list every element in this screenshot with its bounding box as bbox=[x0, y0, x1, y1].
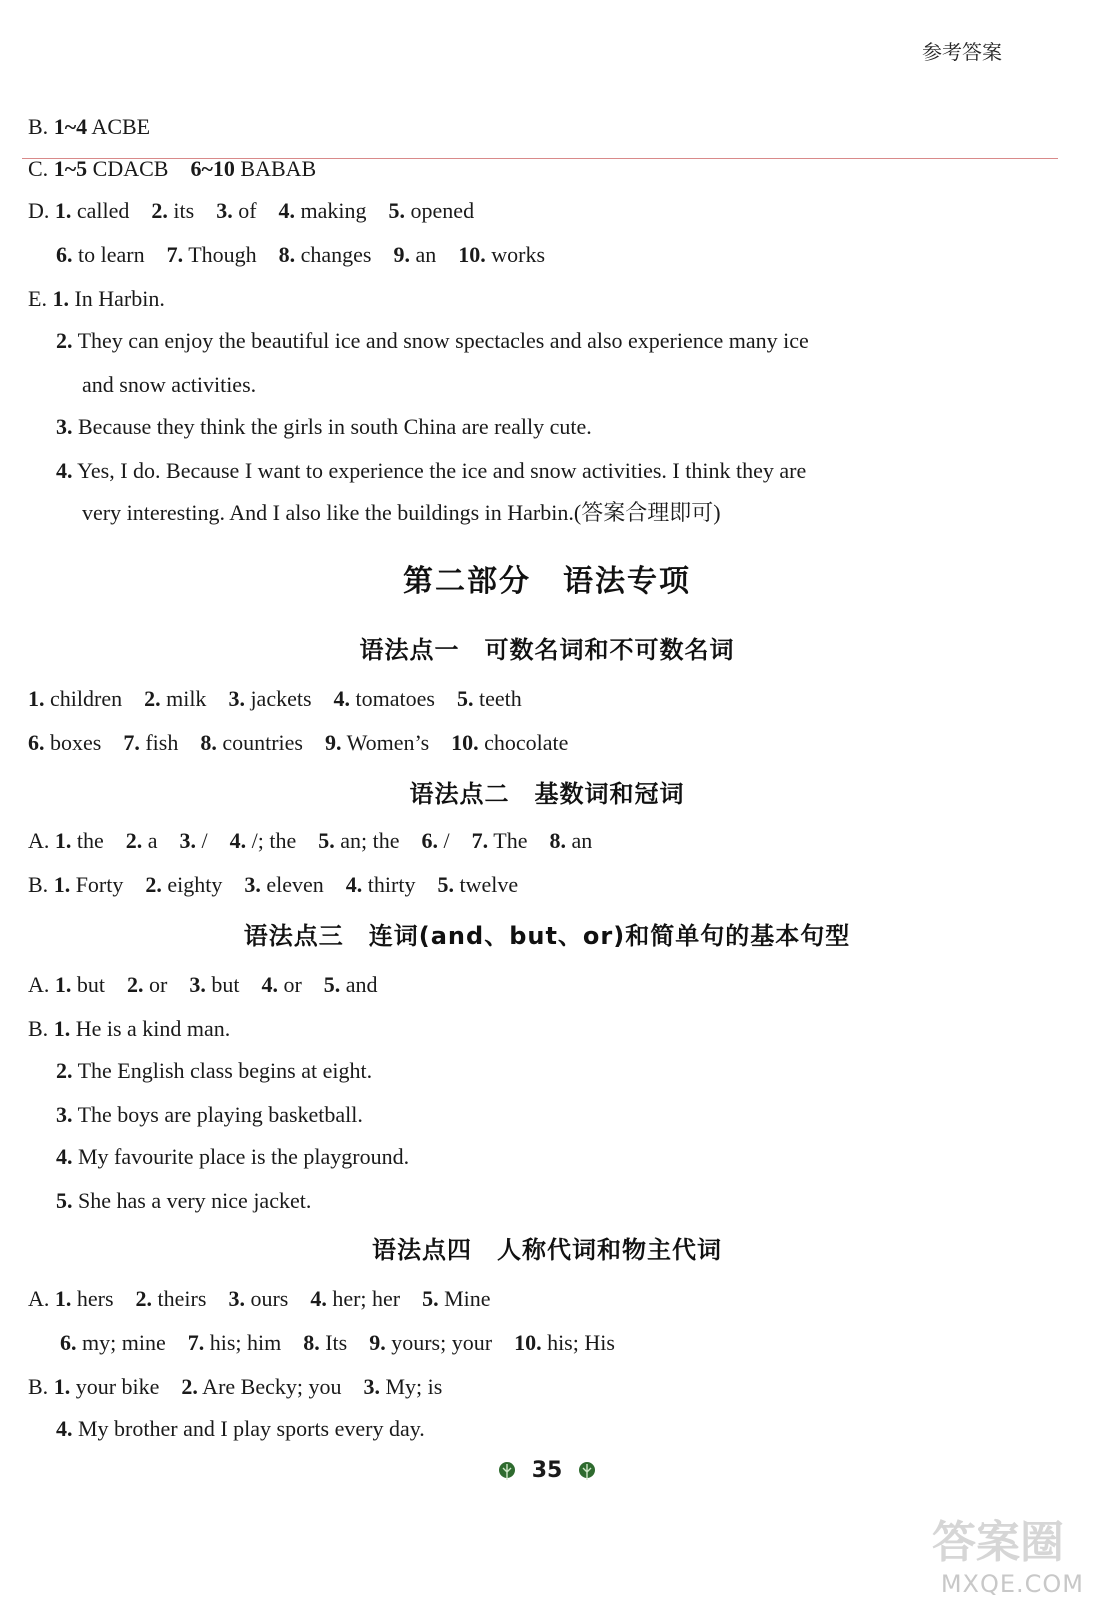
item-number: 5. bbox=[388, 198, 406, 223]
answer-text: his; His bbox=[541, 1330, 615, 1355]
answer-item bbox=[303, 1330, 347, 1355]
answer-text: eleven bbox=[260, 872, 324, 897]
answer-text: my; mine bbox=[76, 1330, 166, 1355]
item-number: 7. bbox=[123, 730, 140, 755]
part-letter: C. bbox=[28, 156, 54, 181]
item-number: 2. bbox=[125, 828, 143, 853]
item-number: 5. bbox=[318, 828, 335, 853]
answer-item bbox=[28, 730, 101, 755]
answer-line bbox=[28, 154, 338, 184]
answer-line bbox=[56, 1100, 385, 1130]
answer-item bbox=[458, 242, 545, 267]
item-number: 1. bbox=[54, 828, 72, 853]
answer-text: teeth bbox=[473, 686, 522, 711]
answer-item bbox=[28, 1286, 114, 1311]
leaf-icon bbox=[576, 1460, 598, 1482]
answer-text: / bbox=[438, 828, 450, 853]
item-number: 6. bbox=[60, 1330, 77, 1355]
answer-item bbox=[325, 730, 429, 755]
answer-line bbox=[28, 870, 540, 900]
answer-item bbox=[56, 1058, 372, 1083]
answer-text: She has a very nice jacket. bbox=[72, 1188, 312, 1213]
answer-item bbox=[549, 828, 592, 853]
item-number: 1. bbox=[53, 1374, 71, 1399]
part-letter: A. bbox=[28, 1286, 55, 1311]
part-letter: B. bbox=[28, 1374, 54, 1399]
answer-line bbox=[56, 456, 828, 486]
answer-item bbox=[514, 1330, 615, 1355]
answer-text: ACBE bbox=[87, 114, 151, 139]
page-number: 35 bbox=[531, 1458, 563, 1483]
answer-item bbox=[56, 458, 806, 483]
answer-item bbox=[228, 686, 311, 711]
answer-item bbox=[28, 114, 150, 139]
answer-line bbox=[28, 196, 496, 226]
answer-item bbox=[28, 686, 122, 711]
answer-item bbox=[188, 1330, 282, 1355]
answer-text: My; is bbox=[379, 1374, 443, 1399]
answer-line bbox=[56, 1186, 333, 1216]
answer-line bbox=[28, 728, 590, 758]
item-number: 3. bbox=[56, 414, 73, 439]
item-number: 4. bbox=[345, 872, 363, 897]
answer-item bbox=[28, 156, 168, 181]
item-number: 1. bbox=[53, 1016, 71, 1041]
answer-item bbox=[451, 730, 568, 755]
answer-item bbox=[82, 372, 256, 397]
answer-text: an; the bbox=[334, 828, 400, 853]
answer-item bbox=[167, 242, 257, 267]
answer-item bbox=[56, 1416, 425, 1441]
answer-item bbox=[228, 1286, 288, 1311]
answer-text: My favourite place is the playground. bbox=[72, 1144, 410, 1169]
item-number: 2. bbox=[56, 1058, 73, 1083]
answer-text: They can enjoy the beautiful ice and snow spectacles and also experience many ice bbox=[72, 328, 809, 353]
item-number: 8. bbox=[200, 730, 217, 755]
part-letter: A. bbox=[28, 972, 55, 997]
answer-item bbox=[216, 198, 256, 223]
item-number: 8. bbox=[303, 1330, 320, 1355]
item-number: 1. bbox=[53, 872, 71, 897]
item-number: 7. bbox=[166, 242, 184, 267]
answer-text: making bbox=[295, 198, 367, 223]
answer-item bbox=[279, 242, 372, 267]
item-number: 3. bbox=[228, 1286, 245, 1311]
item-number: 3. bbox=[189, 972, 206, 997]
item-number: 2. bbox=[181, 1374, 198, 1399]
item-number: 3. bbox=[56, 1102, 73, 1127]
item-number: 7. bbox=[471, 828, 489, 853]
answer-item bbox=[200, 730, 303, 755]
answer-item bbox=[437, 872, 518, 897]
answer-text: but bbox=[71, 972, 106, 997]
answer-line bbox=[28, 1284, 513, 1314]
answer-text: Yes, I do. Because I want to experience the ice and snow activities. I think they are bbox=[72, 458, 807, 483]
item-number: 1. bbox=[54, 1286, 72, 1311]
answer-text: its bbox=[167, 198, 195, 223]
item-number: 9. bbox=[369, 1330, 386, 1355]
answer-text: works bbox=[485, 242, 546, 267]
answer-text: Mine bbox=[438, 1286, 491, 1311]
answer-item bbox=[244, 872, 323, 897]
answer-line bbox=[82, 370, 278, 400]
item-number: 8. bbox=[549, 828, 566, 853]
item-number: 9. bbox=[324, 730, 342, 755]
answer-item bbox=[334, 686, 435, 711]
answer-item bbox=[422, 1286, 490, 1311]
part-letter: A. bbox=[28, 828, 55, 853]
item-number: 5. bbox=[456, 686, 474, 711]
answer-item bbox=[28, 972, 105, 997]
answer-item bbox=[189, 972, 239, 997]
item-number: 1. bbox=[54, 198, 72, 223]
answer-text: boxes bbox=[44, 730, 102, 755]
answer-text: Forty bbox=[70, 872, 124, 897]
answer-item bbox=[82, 500, 721, 525]
item-number: 5. bbox=[323, 972, 341, 997]
answer-text: Because they think the girls in south China are really cute. bbox=[72, 414, 592, 439]
answer-text: /; the bbox=[246, 828, 297, 853]
answer-text: Women’s bbox=[341, 730, 430, 755]
answer-text: twelve bbox=[453, 872, 519, 897]
item-number: 4. bbox=[229, 828, 247, 853]
answer-line bbox=[28, 826, 614, 856]
answer-item bbox=[28, 828, 104, 853]
item-number: 10. bbox=[458, 242, 486, 267]
answer-text: but bbox=[205, 972, 240, 997]
part-letter: B. bbox=[28, 1016, 54, 1041]
answer-item bbox=[457, 686, 522, 711]
answer-text: to learn bbox=[72, 242, 145, 267]
answer-line bbox=[56, 1414, 447, 1444]
answer-text: In Harbin. bbox=[68, 286, 165, 311]
answer-item bbox=[145, 872, 222, 897]
answer-text: a bbox=[142, 828, 158, 853]
section-title: 语法点一 可数名词和不可数名词 bbox=[359, 636, 735, 664]
item-number: 2. bbox=[145, 872, 162, 897]
answer-item bbox=[346, 872, 416, 897]
answer-text: BABAB bbox=[234, 156, 317, 181]
item-number: 3. bbox=[363, 1374, 380, 1399]
answer-line bbox=[28, 1014, 252, 1044]
answer-text: The boys are playing basketball. bbox=[72, 1102, 363, 1127]
item-number: 1~5 bbox=[53, 156, 88, 181]
item-number: 3. bbox=[216, 198, 233, 223]
item-number: 2. bbox=[135, 1286, 153, 1311]
answer-text: Though bbox=[183, 242, 257, 267]
answer-text: his; him bbox=[204, 1330, 282, 1355]
answer-item bbox=[56, 242, 145, 267]
answer-text: thirty bbox=[362, 872, 416, 897]
page-footer bbox=[0, 1458, 1094, 1483]
item-number: 3. bbox=[179, 828, 197, 853]
answer-item bbox=[123, 730, 178, 755]
answer-item bbox=[310, 1286, 400, 1311]
item-number: 2. bbox=[56, 328, 73, 353]
answer-text: My brother and I play sports every day. bbox=[72, 1416, 425, 1441]
answer-text: an bbox=[410, 242, 437, 267]
answer-item bbox=[422, 828, 450, 853]
answer-item bbox=[472, 828, 528, 853]
answer-text: of bbox=[232, 198, 257, 223]
answer-line bbox=[28, 684, 544, 714]
answer-item bbox=[279, 198, 367, 223]
answer-item bbox=[389, 198, 475, 223]
answer-text: The English class begins at eight. bbox=[72, 1058, 373, 1083]
item-number: 1. bbox=[28, 686, 45, 711]
answer-text: He is a kind man. bbox=[70, 1016, 231, 1041]
item-number: 4. bbox=[333, 686, 351, 711]
answer-line bbox=[56, 326, 831, 356]
answer-text: children bbox=[44, 686, 123, 711]
section-title: 语法点二 基数词和冠词 bbox=[409, 780, 685, 808]
answer-item bbox=[181, 1374, 341, 1399]
item-number: 2. bbox=[151, 198, 168, 223]
answer-text: CDACB bbox=[87, 156, 169, 181]
item-number: 8. bbox=[278, 242, 296, 267]
answer-text: called bbox=[71, 198, 130, 223]
answer-item bbox=[324, 972, 378, 997]
part-letter: E. bbox=[28, 286, 53, 311]
answer-text: Its bbox=[319, 1330, 348, 1355]
section-title: 语法点四 人称代词和物主代词 bbox=[372, 1236, 722, 1264]
answer-line bbox=[56, 412, 614, 442]
answer-item bbox=[28, 286, 165, 311]
answer-item bbox=[394, 242, 437, 267]
leaf-icon bbox=[496, 1460, 518, 1482]
answer-text: very interesting. And I also like the buildings in Harbin.(答案合理即可) bbox=[82, 500, 721, 525]
answer-text: or bbox=[277, 972, 302, 997]
answer-text: fish bbox=[139, 730, 179, 755]
answer-text: tomatoes bbox=[350, 686, 435, 711]
watermark-text: MXQE.COM bbox=[940, 1570, 1084, 1598]
answer-item bbox=[363, 1374, 442, 1399]
answer-text: jackets bbox=[244, 686, 312, 711]
answer-item bbox=[261, 972, 301, 997]
item-number: 10. bbox=[451, 730, 479, 755]
item-number: 7. bbox=[187, 1330, 205, 1355]
answer-item bbox=[369, 1330, 492, 1355]
answer-item bbox=[28, 198, 129, 223]
answer-item bbox=[28, 1016, 230, 1041]
answer-text: and bbox=[340, 972, 378, 997]
part-title: 第二部分 语法专项 bbox=[403, 564, 691, 599]
item-number: 1. bbox=[54, 972, 72, 997]
answer-item bbox=[28, 1374, 159, 1399]
item-number: 1~4 bbox=[53, 114, 88, 139]
item-number: 4. bbox=[56, 1416, 73, 1441]
answer-text: your bike bbox=[70, 1374, 160, 1399]
answer-line bbox=[56, 1056, 394, 1086]
item-number: 6. bbox=[28, 730, 45, 755]
item-number: 2. bbox=[144, 686, 161, 711]
item-number: 10. bbox=[514, 1330, 542, 1355]
running-header: 参考答案 bbox=[922, 40, 1002, 64]
answer-line bbox=[56, 1142, 431, 1172]
answer-line bbox=[28, 112, 172, 142]
answer-line bbox=[28, 970, 400, 1000]
answer-item bbox=[56, 1144, 409, 1169]
answer-line bbox=[56, 240, 567, 270]
item-number: 1. bbox=[52, 286, 69, 311]
answer-line bbox=[82, 498, 743, 528]
item-number: 2. bbox=[127, 972, 144, 997]
item-number: 4. bbox=[56, 1144, 73, 1169]
answer-text: her; her bbox=[326, 1286, 401, 1311]
answer-item bbox=[56, 328, 809, 353]
answer-item bbox=[144, 686, 206, 711]
item-number: 9. bbox=[393, 242, 410, 267]
answer-item bbox=[180, 828, 208, 853]
answer-item bbox=[318, 828, 399, 853]
answer-line bbox=[60, 1328, 637, 1358]
answer-item bbox=[56, 1102, 363, 1127]
answer-text: hers bbox=[71, 1286, 114, 1311]
answer-item bbox=[136, 1286, 207, 1311]
item-number: 3. bbox=[244, 872, 261, 897]
answer-text: The bbox=[488, 828, 528, 853]
answer-text: an bbox=[565, 828, 593, 853]
item-number: 6~10 bbox=[190, 156, 235, 181]
answer-item bbox=[126, 828, 158, 853]
answer-text: ours bbox=[244, 1286, 289, 1311]
answer-text: / bbox=[196, 828, 208, 853]
answer-line bbox=[28, 284, 187, 314]
item-number: 6. bbox=[56, 242, 73, 267]
part-letter: B. bbox=[28, 114, 54, 139]
item-number: 4. bbox=[56, 458, 73, 483]
item-number: 4. bbox=[278, 198, 296, 223]
answer-line bbox=[28, 1372, 464, 1402]
answer-text: and snow activities. bbox=[82, 372, 257, 397]
watermark-logo: 答案圈 bbox=[932, 1517, 1064, 1568]
part-letter: B. bbox=[28, 872, 54, 897]
answer-text: the bbox=[71, 828, 104, 853]
item-number: 5. bbox=[422, 1286, 439, 1311]
answer-text: countries bbox=[216, 730, 303, 755]
answer-item bbox=[190, 156, 316, 181]
item-number: 5. bbox=[56, 1188, 73, 1213]
answer-text: theirs bbox=[152, 1286, 207, 1311]
answer-item bbox=[151, 198, 194, 223]
answer-item bbox=[127, 972, 167, 997]
item-number: 4. bbox=[310, 1286, 327, 1311]
answer-item bbox=[56, 414, 592, 439]
answer-item bbox=[60, 1330, 166, 1355]
item-number: 6. bbox=[421, 828, 439, 853]
answer-text: milk bbox=[160, 686, 207, 711]
answer-text: changes bbox=[295, 242, 372, 267]
item-number: 4. bbox=[261, 972, 278, 997]
part-letter: D. bbox=[28, 198, 55, 223]
item-number: 5. bbox=[437, 872, 454, 897]
answer-text: opened bbox=[405, 198, 475, 223]
answer-item bbox=[56, 1188, 311, 1213]
section-title: 语法点三 连词(and、but、or)和简单句的基本句型 bbox=[243, 922, 851, 950]
answer-item bbox=[28, 872, 123, 897]
answer-text: chocolate bbox=[478, 730, 569, 755]
answer-text: or bbox=[143, 972, 168, 997]
answer-text: Are Becky; you bbox=[197, 1374, 342, 1399]
answer-item bbox=[230, 828, 297, 853]
item-number: 3. bbox=[228, 686, 245, 711]
answer-text: yours; your bbox=[385, 1330, 493, 1355]
answer-text: eighty bbox=[161, 872, 223, 897]
